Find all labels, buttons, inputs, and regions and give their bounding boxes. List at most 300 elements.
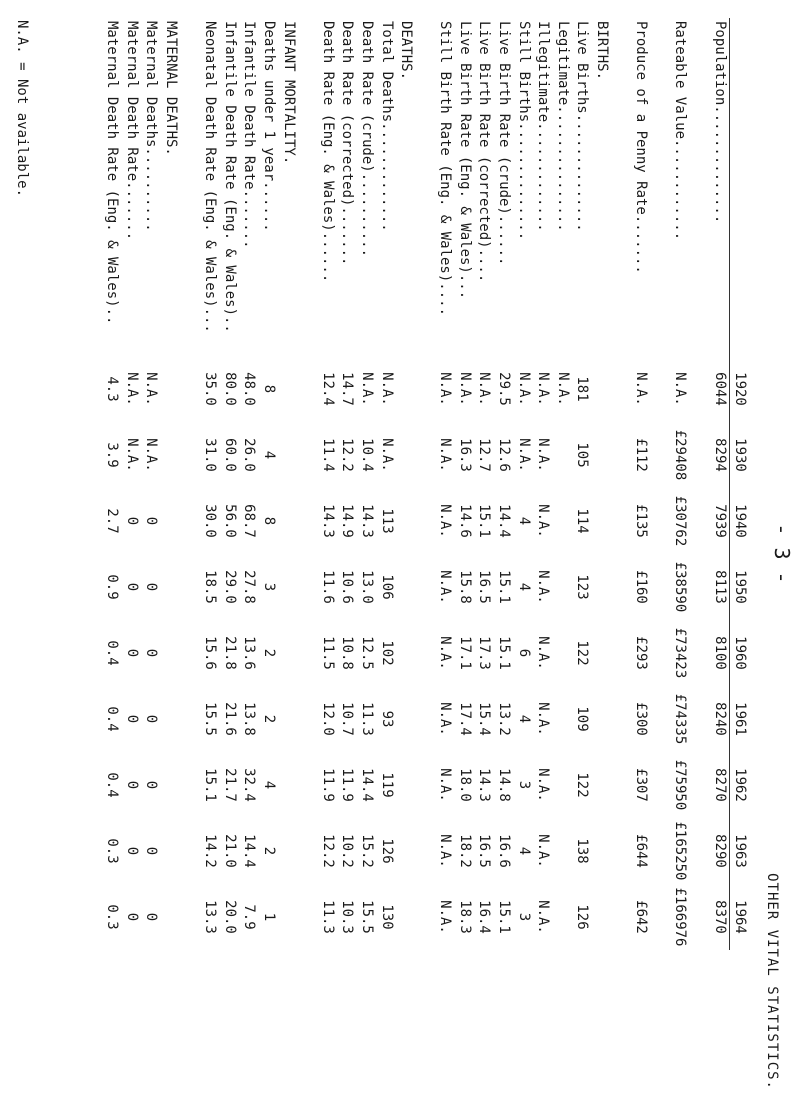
table-cell: 29.0 — [221, 570, 238, 604]
table-cell: £75950 — [672, 759, 689, 811]
table-cell — [396, 488, 416, 554]
table-cell: 3 — [515, 780, 532, 790]
table-cell: 2 — [260, 714, 277, 724]
row-label: Still Birth Rate (Eng. & Wales).... — [437, 21, 454, 317]
table-cell — [651, 554, 671, 620]
table-cell — [161, 884, 181, 950]
table-cell: 105 — [574, 442, 591, 468]
table-cell — [690, 356, 710, 422]
table-row — [200, 18, 220, 950]
table-cell: 122 — [574, 640, 591, 666]
table-cell: 0 — [143, 582, 160, 592]
table-cell — [690, 686, 710, 752]
table-cell: 31.0 — [202, 438, 219, 472]
table-cell: 0 — [143, 648, 160, 658]
table-cell — [651, 422, 671, 488]
row-label — [651, 18, 671, 356]
table-cell: N.A. — [535, 768, 552, 802]
table-cell: N.A. — [123, 438, 140, 472]
table-cell: 0 — [123, 846, 140, 856]
table-cell — [181, 686, 201, 752]
row-label: Still Births.............. — [515, 21, 532, 241]
table-cell — [161, 620, 181, 686]
table-row — [455, 18, 475, 950]
table-cell: 12.2 — [319, 834, 336, 868]
table-cell: 13.3 — [202, 900, 219, 934]
table-cell — [279, 884, 299, 950]
year-column-header: 1950 — [730, 554, 750, 620]
table-cell — [592, 818, 612, 884]
table-cell: N.A. — [437, 834, 454, 868]
table-cell: 0.9 — [104, 574, 121, 600]
table-cell: N.A. — [437, 438, 454, 472]
table-cell — [592, 884, 612, 950]
table-row — [533, 18, 553, 950]
table-cell: 4.3 — [104, 376, 121, 402]
row-label: Infantile Death Rate (Eng. & Wales).. — [221, 21, 238, 333]
table-cell: 7939 — [711, 504, 728, 538]
table-cell — [279, 686, 299, 752]
table-cell: 10.3 — [339, 900, 356, 934]
row-label: Total Deaths............. — [378, 21, 395, 232]
table-cell: N.A. — [143, 438, 160, 472]
table-cell — [396, 686, 416, 752]
table-cell: 15.1 — [476, 504, 493, 538]
table-cell: N.A. — [535, 504, 552, 538]
table-cell: 8113 — [711, 570, 728, 604]
table-row — [102, 18, 122, 950]
table-cell: 27.8 — [241, 570, 258, 604]
table-cell: 16.5 — [476, 570, 493, 604]
table-cell: 15.1 — [202, 768, 219, 802]
table-cell — [592, 554, 612, 620]
table-cell: 8290 — [711, 834, 728, 868]
table-cell — [161, 818, 181, 884]
year-column-header: 1963 — [730, 818, 750, 884]
table-cell: 15.2 — [358, 834, 375, 868]
table-cell: N.A. — [633, 372, 650, 406]
table-cell: 11.4 — [319, 438, 336, 472]
table-row — [259, 18, 279, 950]
table-cell: 4 — [515, 714, 532, 724]
table-cell: 3.9 — [104, 442, 121, 468]
row-label: Legitimate............... — [554, 21, 571, 232]
table-cell — [612, 620, 632, 686]
table-row — [357, 18, 377, 950]
table-cell: N.A. — [437, 702, 454, 736]
table-cell: £307 — [633, 768, 650, 802]
row-label: Death Rate (crude).......... — [358, 21, 375, 258]
table-cell — [396, 884, 416, 950]
table-cell: 11.6 — [319, 570, 336, 604]
table-cell: £160 — [633, 570, 650, 604]
table-cell: 10.6 — [339, 570, 356, 604]
table-cell: 2 — [260, 648, 277, 658]
table-cell: N.A. — [476, 372, 493, 406]
row-label: Live Birth Rate (Eng. & Wales)... — [456, 21, 473, 300]
table-cell — [298, 752, 318, 818]
table-cell: 122 — [574, 772, 591, 798]
row-label: Death Rate (Eng. & Wales)...... — [319, 21, 336, 283]
table-cell — [181, 356, 201, 422]
table-cell: 15.1 — [496, 570, 513, 604]
table-cell — [592, 422, 612, 488]
table-row — [631, 18, 651, 950]
table-cell: 14.3 — [358, 504, 375, 538]
table-cell: 18.2 — [456, 834, 473, 868]
table-row — [690, 18, 710, 950]
table-cell: 4 — [515, 582, 532, 592]
table-cell — [553, 818, 573, 884]
table-cell: 11.9 — [339, 768, 356, 802]
table-row — [436, 18, 456, 950]
table-cell: 56.0 — [221, 504, 238, 538]
row-label: Deaths under 1 year...... — [260, 21, 277, 232]
table-cell — [416, 554, 436, 620]
table-cell: N.A. — [437, 768, 454, 802]
table-cell: 8 — [260, 516, 277, 526]
table-cell — [651, 884, 671, 950]
table-cell — [181, 884, 201, 950]
table-cell — [181, 818, 201, 884]
table-cell: 8270 — [711, 768, 728, 802]
table-cell: 0.4 — [104, 772, 121, 798]
table-row — [142, 18, 162, 950]
table-cell: N.A. — [554, 372, 571, 406]
table-cell — [553, 488, 573, 554]
table-cell: £38590 — [672, 561, 689, 613]
table-cell: 14.3 — [319, 504, 336, 538]
table-cell: 4 — [515, 846, 532, 856]
table-cell: 21.7 — [221, 768, 238, 802]
table-cell: 15.5 — [202, 702, 219, 736]
table-cell: 0 — [143, 516, 160, 526]
table-cell: 4 — [515, 516, 532, 526]
table-cell — [592, 686, 612, 752]
table-cell: 21.0 — [221, 834, 238, 868]
table-cell: 32.4 — [241, 768, 258, 802]
table-cell: 21.6 — [221, 702, 238, 736]
table-cell — [553, 554, 573, 620]
table-cell — [181, 752, 201, 818]
row-label: Maternal Death Rate (Eng. & Wales).. — [104, 21, 121, 325]
table-cell: 130 — [378, 904, 395, 930]
table-cell — [396, 356, 416, 422]
year-column-header: 1930 — [730, 422, 750, 488]
table-cell: N.A. — [378, 372, 395, 406]
table-cell: 14.7 — [339, 372, 356, 406]
table-cell: £29408 — [672, 429, 689, 481]
table-cell: 0.4 — [104, 640, 121, 666]
table-cell: 8100 — [711, 636, 728, 670]
table-cell — [298, 686, 318, 752]
table-cell: 13.2 — [496, 702, 513, 736]
table-cell: 15.8 — [456, 570, 473, 604]
table-row — [475, 18, 495, 950]
table-cell — [161, 488, 181, 554]
table-cell — [416, 356, 436, 422]
table-cell: 18.5 — [202, 570, 219, 604]
table-cell: N.A. — [437, 372, 454, 406]
table-cell: 30.0 — [202, 504, 219, 538]
table-cell: 12.6 — [496, 438, 513, 472]
table-row — [181, 18, 201, 950]
table-cell: 2.7 — [104, 508, 121, 534]
table-cell — [298, 620, 318, 686]
table-cell: 14.4 — [241, 834, 258, 868]
table-cell — [279, 422, 299, 488]
table-cell — [161, 686, 181, 752]
table-cell: 138 — [574, 838, 591, 864]
year-column-header: 1964 — [730, 884, 750, 950]
table-cell: £300 — [633, 702, 650, 736]
table-cell: 21.8 — [221, 636, 238, 670]
table-cell: N.A. — [437, 636, 454, 670]
table-cell — [161, 554, 181, 620]
table-cell: 106 — [378, 574, 395, 600]
table-cell: N.A. — [535, 702, 552, 736]
table-row — [553, 18, 573, 950]
table-cell: 0 — [143, 780, 160, 790]
table-row — [612, 18, 632, 950]
table-cell — [396, 752, 416, 818]
table-row — [338, 18, 358, 950]
table-cell: 0 — [143, 912, 160, 922]
year-column-header: 1940 — [730, 488, 750, 554]
table-cell: 14.8 — [496, 768, 513, 802]
row-label: Population.............. — [711, 21, 728, 224]
table-cell: N.A. — [437, 900, 454, 934]
table-cell: 18.3 — [456, 900, 473, 934]
table-row — [592, 18, 612, 950]
table-row — [494, 18, 514, 950]
row-label: Live Births.............. — [574, 21, 591, 232]
table-cell: 20.0 — [221, 900, 238, 934]
table-cell: N.A. — [535, 834, 552, 868]
row-label: Neonatal Death Rate (Eng. & Wales)... — [202, 21, 219, 333]
table-row — [651, 18, 671, 950]
table-cell: 93 — [378, 710, 395, 728]
table-cell: N.A. — [535, 570, 552, 604]
table-cell: 181 — [574, 376, 591, 402]
table-cell — [416, 488, 436, 554]
row-label: Infantile Death Rate....... — [241, 21, 258, 249]
page-number: - 3 - — [770, 523, 794, 584]
table-cell: 0 — [123, 582, 140, 592]
row-label: DEATHS. — [398, 21, 415, 81]
table-cell — [553, 620, 573, 686]
table-cell: 15.1 — [496, 636, 513, 670]
table-cell — [181, 488, 201, 554]
table-cell: 3 — [260, 582, 277, 592]
table-cell — [396, 818, 416, 884]
table-cell — [651, 620, 671, 686]
table-cell: 14.9 — [339, 504, 356, 538]
table-cell — [592, 620, 612, 686]
table-cell — [298, 422, 318, 488]
table-cell: 16.3 — [456, 438, 473, 472]
table-cell — [279, 488, 299, 554]
table-cell: £642 — [633, 900, 650, 934]
row-label: Maternal Deaths.......... — [143, 21, 160, 232]
table-cell: 35.0 — [202, 372, 219, 406]
table-cell: 80.0 — [221, 372, 238, 406]
row-label: BIRTHS. — [594, 21, 611, 81]
table-cell: 3 — [515, 912, 532, 922]
row-label: Live Birth Rate (corrected).... — [476, 21, 493, 283]
table-cell: 1 — [260, 912, 277, 922]
table-cell: 4 — [260, 780, 277, 790]
table-cell — [553, 422, 573, 488]
row-label: Maternal Death Rate....... — [123, 21, 140, 241]
table-cell: 10.2 — [339, 834, 356, 868]
table-cell: 12.5 — [358, 636, 375, 670]
table-cell: 0 — [123, 516, 140, 526]
table-row — [377, 18, 397, 950]
table-cell — [553, 884, 573, 950]
table-cell: N.A. — [437, 570, 454, 604]
table-cell: 0 — [143, 846, 160, 856]
table-cell: N.A. — [456, 372, 473, 406]
table-cell: 6044 — [711, 372, 728, 406]
table-cell — [651, 488, 671, 554]
table-cell — [612, 818, 632, 884]
table-row — [122, 18, 142, 950]
table-cell: 13.0 — [358, 570, 375, 604]
footnote: N.A. = Not available. — [14, 20, 30, 198]
table-cell: 14.3 — [476, 768, 493, 802]
table-cell — [651, 818, 671, 884]
table-cell: 8294 — [711, 438, 728, 472]
table-cell — [651, 356, 671, 422]
table-cell: 11.5 — [319, 636, 336, 670]
table-cell — [553, 686, 573, 752]
table-cell: 123 — [574, 574, 591, 600]
table-cell — [279, 554, 299, 620]
table-cell: 13.8 — [241, 702, 258, 736]
table-cell: 48.0 — [241, 372, 258, 406]
table-cell — [416, 818, 436, 884]
table-cell — [298, 356, 318, 422]
table-cell — [612, 422, 632, 488]
table-cell — [298, 488, 318, 554]
table-cell: 18.0 — [456, 768, 473, 802]
table-cell: £293 — [633, 636, 650, 670]
table-cell: 68.7 — [241, 504, 258, 538]
table-cell: 119 — [378, 772, 395, 798]
row-label: Death Rate (corrected)....... — [339, 21, 356, 266]
table-cell — [279, 752, 299, 818]
table-row — [416, 18, 436, 950]
table-cell: N.A. — [535, 372, 552, 406]
statistics-table — [102, 18, 750, 950]
table-cell: 15.1 — [496, 900, 513, 934]
year-column-header: 1960 — [730, 620, 750, 686]
table-row — [710, 18, 730, 950]
row-label: Rateable Value............ — [672, 21, 689, 241]
table-cell: £644 — [633, 834, 650, 868]
row-label — [416, 18, 436, 356]
table-cell: 17.4 — [456, 702, 473, 736]
table-cell: 4 — [260, 450, 277, 460]
table-cell: £135 — [633, 504, 650, 538]
table-cell: 11.9 — [319, 768, 336, 802]
table-cell: 15.6 — [202, 636, 219, 670]
table-cell — [592, 356, 612, 422]
table-cell: 0.3 — [104, 838, 121, 864]
table-cell — [298, 818, 318, 884]
table-cell: 13.6 — [241, 636, 258, 670]
label-column-header — [730, 18, 750, 356]
table-cell — [181, 554, 201, 620]
table-cell: 0.3 — [104, 904, 121, 930]
table-cell — [161, 356, 181, 422]
table-cell: 0 — [123, 648, 140, 658]
table-cell — [612, 752, 632, 818]
table-cell: 16.5 — [476, 834, 493, 868]
table-cell: 16.6 — [496, 834, 513, 868]
table-cell — [612, 356, 632, 422]
table-cell — [416, 620, 436, 686]
table-cell — [612, 884, 632, 950]
table-cell: 17.3 — [476, 636, 493, 670]
row-label — [181, 18, 201, 356]
table-cell — [279, 620, 299, 686]
table-cell: £74335 — [672, 693, 689, 745]
table-cell: 17.1 — [456, 636, 473, 670]
table-cell: 8370 — [711, 900, 728, 934]
table-cell — [181, 620, 201, 686]
table-cell: 0 — [123, 780, 140, 790]
table-row — [671, 18, 691, 950]
table-cell — [396, 620, 416, 686]
table-cell: 12.4 — [319, 372, 336, 406]
table-row — [220, 18, 240, 950]
table-cell: N.A. — [672, 372, 689, 406]
table-cell: 0 — [143, 714, 160, 724]
table-header-row — [730, 18, 750, 950]
table-cell: 0 — [123, 714, 140, 724]
table-row — [298, 18, 318, 950]
table-cell: 10.4 — [358, 438, 375, 472]
table-cell: 29.5 — [496, 372, 513, 406]
table-cell — [416, 752, 436, 818]
row-label: Illegitimate............. — [535, 21, 552, 232]
year-column-header: 1920 — [730, 356, 750, 422]
table-cell — [690, 752, 710, 818]
table-cell: 12.2 — [339, 438, 356, 472]
table-cell: N.A. — [515, 438, 532, 472]
table-cell: 11.3 — [319, 900, 336, 934]
table-cell: 109 — [574, 706, 591, 732]
table-cell — [690, 884, 710, 950]
row-label: INFANT MORTALITY. — [280, 21, 297, 165]
table-cell: N.A. — [378, 438, 395, 472]
table-cell: 15.5 — [358, 900, 375, 934]
table-cell: N.A. — [437, 504, 454, 538]
table-cell: £73423 — [672, 627, 689, 679]
table-cell — [416, 884, 436, 950]
table-cell: 14.4 — [358, 768, 375, 802]
table-cell — [279, 356, 299, 422]
table-cell — [396, 554, 416, 620]
table-cell: 10.7 — [339, 702, 356, 736]
table-cell: N.A. — [143, 372, 160, 406]
table-cell — [690, 818, 710, 884]
table-cell: 0.4 — [104, 706, 121, 732]
table-cell: 113 — [378, 508, 395, 534]
table-cell — [612, 488, 632, 554]
